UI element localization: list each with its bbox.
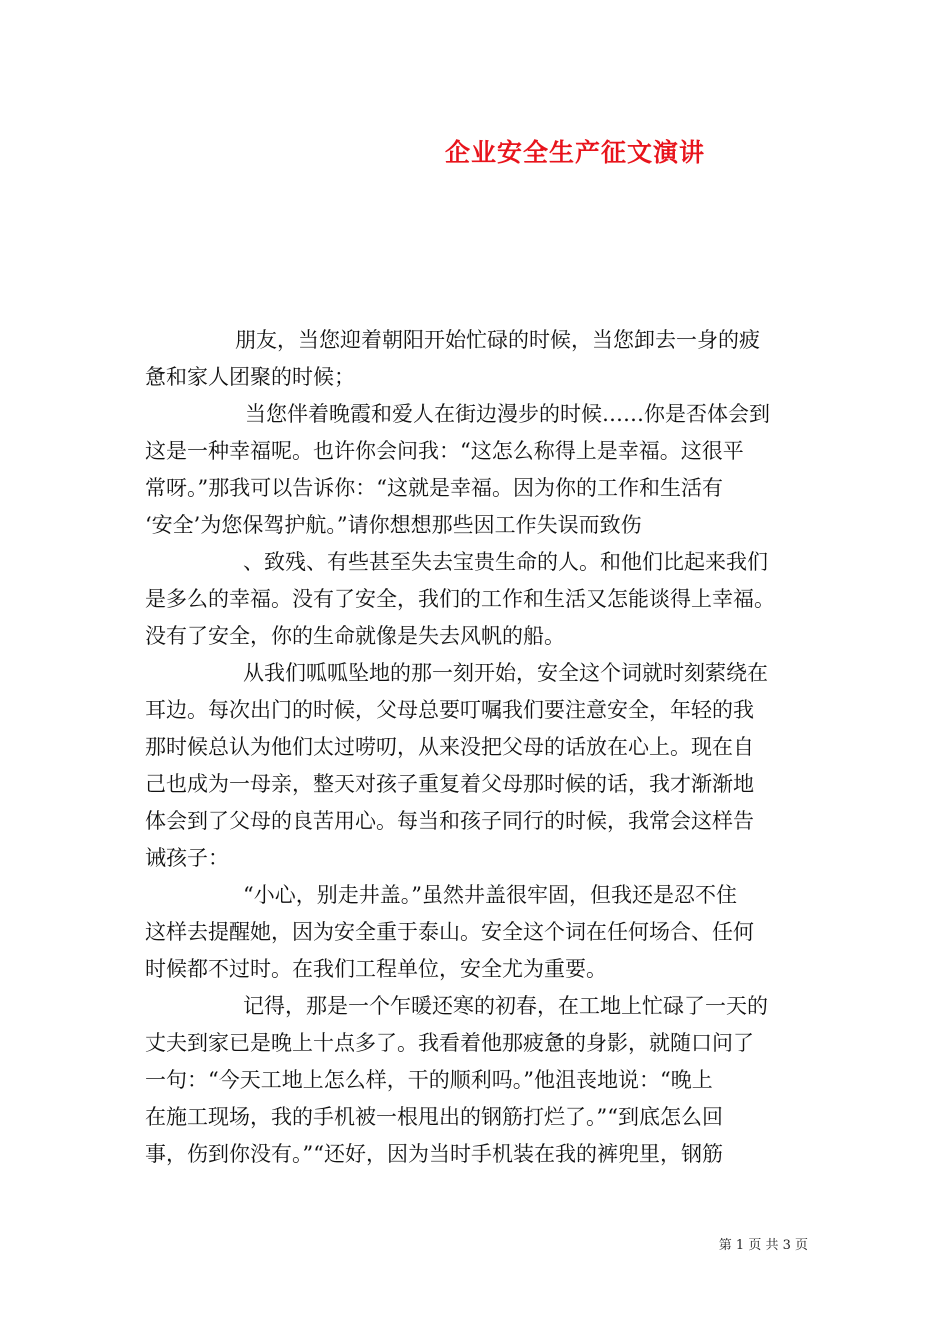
text-line: 那时候总认为他们太过唠叨，从来没把父母的话放在心上。现在自: [145, 735, 754, 759]
text-line: 丈夫到家已是晚上十点多了。我看着他那疲惫的身影，就随口问了: [145, 1031, 754, 1055]
page-title: 企业安全生产征文演讲: [444, 138, 705, 167]
text-line: 常呀。”那我可以告诉你：“这就是幸福。因为你的工作和生活有: [145, 476, 723, 500]
text-line: 朋友，当您迎着朝阳开始忙碌的时候，当您卸去一身的疲: [235, 328, 760, 352]
text-line: 耳边。每次出门的时候，父母总要叮嘱我们要注意安全，年轻的我: [145, 698, 754, 722]
text-line: 记得，那是一个乍暖还寒的初春，在工地上忙碌了一天的: [243, 994, 768, 1018]
text-line: 当您伴着晚霞和爱人在街边漫步的时候……你是否体会到: [245, 402, 770, 426]
text-line: 这是一种幸福呢。也许你会问我：“这怎么称得上是幸福。这很平: [145, 439, 744, 463]
text-line: 是多么的幸福。没有了安全，我们的工作和生活又怎能谈得上幸福。: [145, 587, 775, 611]
text-line: 、致残、有些甚至失去宝贵生命的人。和他们比起来我们: [243, 550, 768, 574]
text-line: 体会到了父母的良苦用心。每当和孩子同行的时候，我常会这样告: [145, 809, 754, 833]
text-line: 己也成为一母亲，整天对孩子重复着父母那时候的话，我才渐渐地: [145, 772, 754, 796]
text-line: 在施工现场，我的手机被一根甩出的钢筋打烂了。”“到底怎么回: [145, 1105, 723, 1129]
text-line: “小心，别走井盖。”虽然井盖很牢固，但我还是忍不住: [243, 883, 737, 907]
text-line: 一句：“今天工地上怎么样，干的顺利吗。”他沮丧地说：“晚上: [145, 1068, 713, 1092]
text-line: 时候都不过时。在我们工程单位，安全尤为重要。: [145, 957, 607, 981]
page-number: 第 1 页 共 3 页: [718, 1238, 808, 1253]
text-line: ‘安全’为您保驾护航。”请你想想那些因工作失误而致伤: [145, 513, 642, 537]
text-line: 这样去提醒她，因为安全重于泰山。安全这个词在任何场合、任何: [145, 920, 754, 944]
text-line: 诫孩子：: [145, 846, 229, 870]
text-line: 没有了安全，你的生命就像是失去风帆的船。: [145, 624, 565, 648]
text-line: 惫和家人团聚的时候；: [145, 365, 355, 389]
text-line: 从我们呱呱坠地的那一刻开始，安全这个词就时刻萦绕在: [243, 661, 768, 685]
text-line: 事，伤到你没有。”“还好，因为当时手机装在我的裤兜里，钢筋: [145, 1142, 723, 1166]
